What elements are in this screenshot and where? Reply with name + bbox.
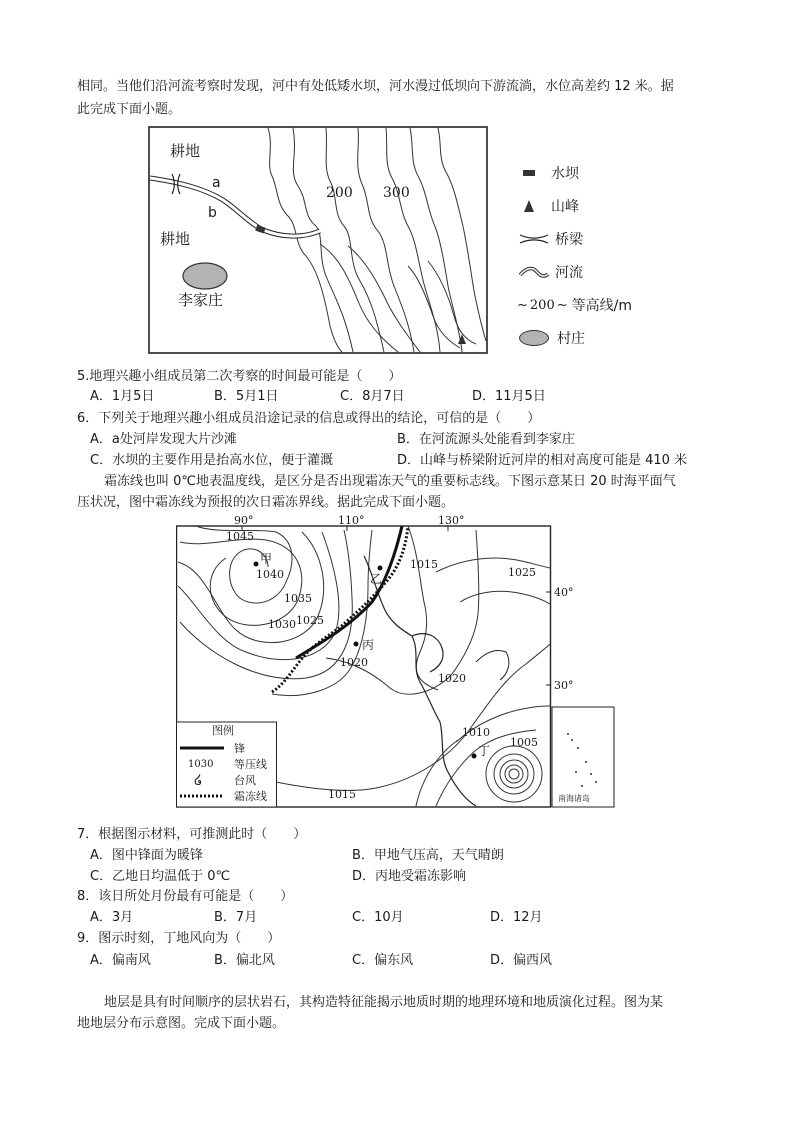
- pressure-map: [176, 512, 616, 808]
- intro3-line-1: 地层是具有时间顺序的层状岩石，其构造特征能揭示地质时期的地理环境和地质演化过程。图为某: [104, 995, 664, 1010]
- intro-line-2: 此完成下面小题。: [77, 102, 182, 117]
- q9-option-a[interactable]: A．偏南风: [90, 953, 151, 968]
- farmland-label-2: 耕地: [160, 230, 191, 248]
- legend-river: 河流: [555, 265, 583, 281]
- lat-40: 40°: [554, 586, 574, 599]
- legend2-isobar: 等压线: [234, 758, 267, 771]
- isobar-1045: 1045: [226, 530, 254, 543]
- village-label: 李家庄: [178, 291, 224, 309]
- contour-300-label: 300: [383, 185, 410, 201]
- contour-200-label: 200: [326, 185, 353, 201]
- isobar-1020-a: 1020: [340, 656, 368, 669]
- legend-village: 村庄: [557, 331, 585, 347]
- intro-line-1: 相同。当他们沿河流考察时发现，河中有处低矮水坝，河水漫过低坝向下游流淌，水位高差约 12 米。据: [77, 79, 674, 94]
- legend2-frost: 霜冻线: [234, 790, 267, 803]
- isobar-1020-b: 1020: [438, 672, 466, 685]
- isobar-1030: 1030: [268, 618, 296, 631]
- typhoon-icon: ໒: [194, 773, 203, 788]
- q8-option-a[interactable]: A．3月: [90, 910, 134, 925]
- q6-option-b[interactable]: B．在河流源头处能看到李家庄: [397, 432, 575, 447]
- lat-30: 30°: [554, 679, 574, 692]
- village-icon: [519, 330, 549, 346]
- isobar-1005: 1005: [510, 736, 538, 749]
- isobar-1015-a: 1015: [410, 558, 438, 571]
- q7-stem: 7．根据图示材料，可推测此时（ ）: [77, 827, 307, 842]
- point-ding: 丁: [478, 744, 491, 758]
- q8-stem: 8．该日所处月份最有可能是（ ）: [77, 889, 294, 904]
- q6-option-c[interactable]: C．水坝的主要作用是抬高水位，便于灌溉: [90, 453, 334, 468]
- point-b-label: b: [208, 205, 217, 221]
- q7-option-d[interactable]: D．丙地受霜冻影响: [352, 869, 467, 884]
- bridge-icon: [519, 232, 549, 246]
- legend-bridge: 桥梁: [555, 232, 583, 248]
- intro2-line-1: 霜冻线也叫 0℃地表温度线，是区分是否出现霜冻天气的重要标志线。下图示意某日 20 时海平面气: [104, 474, 676, 489]
- q6-stem: 6．下列关于地理兴趣小组成员沿途记录的信息或得出的结论，可信的是（ ）: [77, 411, 541, 426]
- legend2-front: 锋: [234, 742, 245, 755]
- isobar-1015-b: 1015: [328, 788, 356, 801]
- river-icon: [519, 265, 549, 279]
- q5-stem: 5.地理兴趣小组成员第二次考察的时间最可能是（ ）: [77, 369, 402, 384]
- q9-stem: 9．图示时刻，丁地风向为（ ）: [77, 931, 281, 946]
- inset-label: 南海诸岛: [558, 794, 590, 803]
- isobar-1010: 1010: [462, 726, 490, 739]
- legend2-title: 图例: [212, 724, 234, 737]
- farmland-label-1: 耕地: [170, 142, 201, 160]
- legend-dam: 水坝: [551, 166, 579, 182]
- point-bing: 丙: [362, 638, 375, 652]
- isobar-1025-b: 1025: [508, 566, 536, 579]
- q7-option-b[interactable]: B．甲地气压高，天气晴朗: [352, 848, 504, 863]
- q5-option-b[interactable]: B．5月1日: [214, 389, 279, 404]
- intro2-line-2: 压状况，图中霜冻线为预报的次日霜冻界线。据此完成下面小题。: [77, 495, 455, 510]
- point-a-label: a: [212, 175, 221, 191]
- isobar-1025-a: 1025: [296, 614, 324, 627]
- lon-130: 130°: [438, 514, 465, 527]
- q9-option-b[interactable]: B．偏北风: [214, 953, 275, 968]
- q8-option-c[interactable]: C．10月: [352, 910, 404, 925]
- dam-icon: [523, 170, 535, 176]
- topographic-map: [148, 126, 488, 354]
- q5-option-a[interactable]: A．1月5日: [90, 389, 155, 404]
- q8-option-d[interactable]: D．12月: [490, 910, 543, 925]
- contour-line-icon: ~: [517, 297, 528, 313]
- peak-icon: [524, 200, 534, 212]
- lon-90: 90°: [234, 514, 254, 527]
- intro3-line-2: 地地层分布示意图。完成下面小题。: [77, 1016, 286, 1031]
- q6-option-d[interactable]: D．山峰与桥梁附近河岸的相对高度可能是 410 米: [397, 453, 688, 468]
- lon-110: 110°: [338, 514, 365, 527]
- q9-option-c[interactable]: C．偏东风: [352, 953, 414, 968]
- q5-option-d[interactable]: D．11月5日: [472, 389, 546, 404]
- legend2-typhoon: 台风: [234, 774, 256, 787]
- legend2-isobar-sample: 1030: [188, 759, 214, 770]
- q8-option-b[interactable]: B．7月: [214, 910, 258, 925]
- point-jia: 甲: [260, 552, 273, 566]
- legend-contour: 等高线/m: [571, 298, 632, 314]
- legend-contour-sample: 200: [529, 297, 555, 313]
- isobar-1035: 1035: [284, 592, 312, 605]
- legend-peak: 山峰: [551, 199, 579, 215]
- isobar-1040: 1040: [256, 568, 284, 581]
- q9-option-d[interactable]: D．偏西风: [490, 953, 553, 968]
- q7-option-a[interactable]: A．图中锋面为暖锋: [90, 848, 203, 863]
- q5-option-c[interactable]: C．8月7日: [340, 389, 405, 404]
- q7-option-c[interactable]: C．乙地日均温低于 0℃: [90, 869, 231, 884]
- point-yi: 乙: [370, 572, 383, 586]
- q6-option-a[interactable]: A．a处河岸发现大片沙滩: [90, 432, 237, 447]
